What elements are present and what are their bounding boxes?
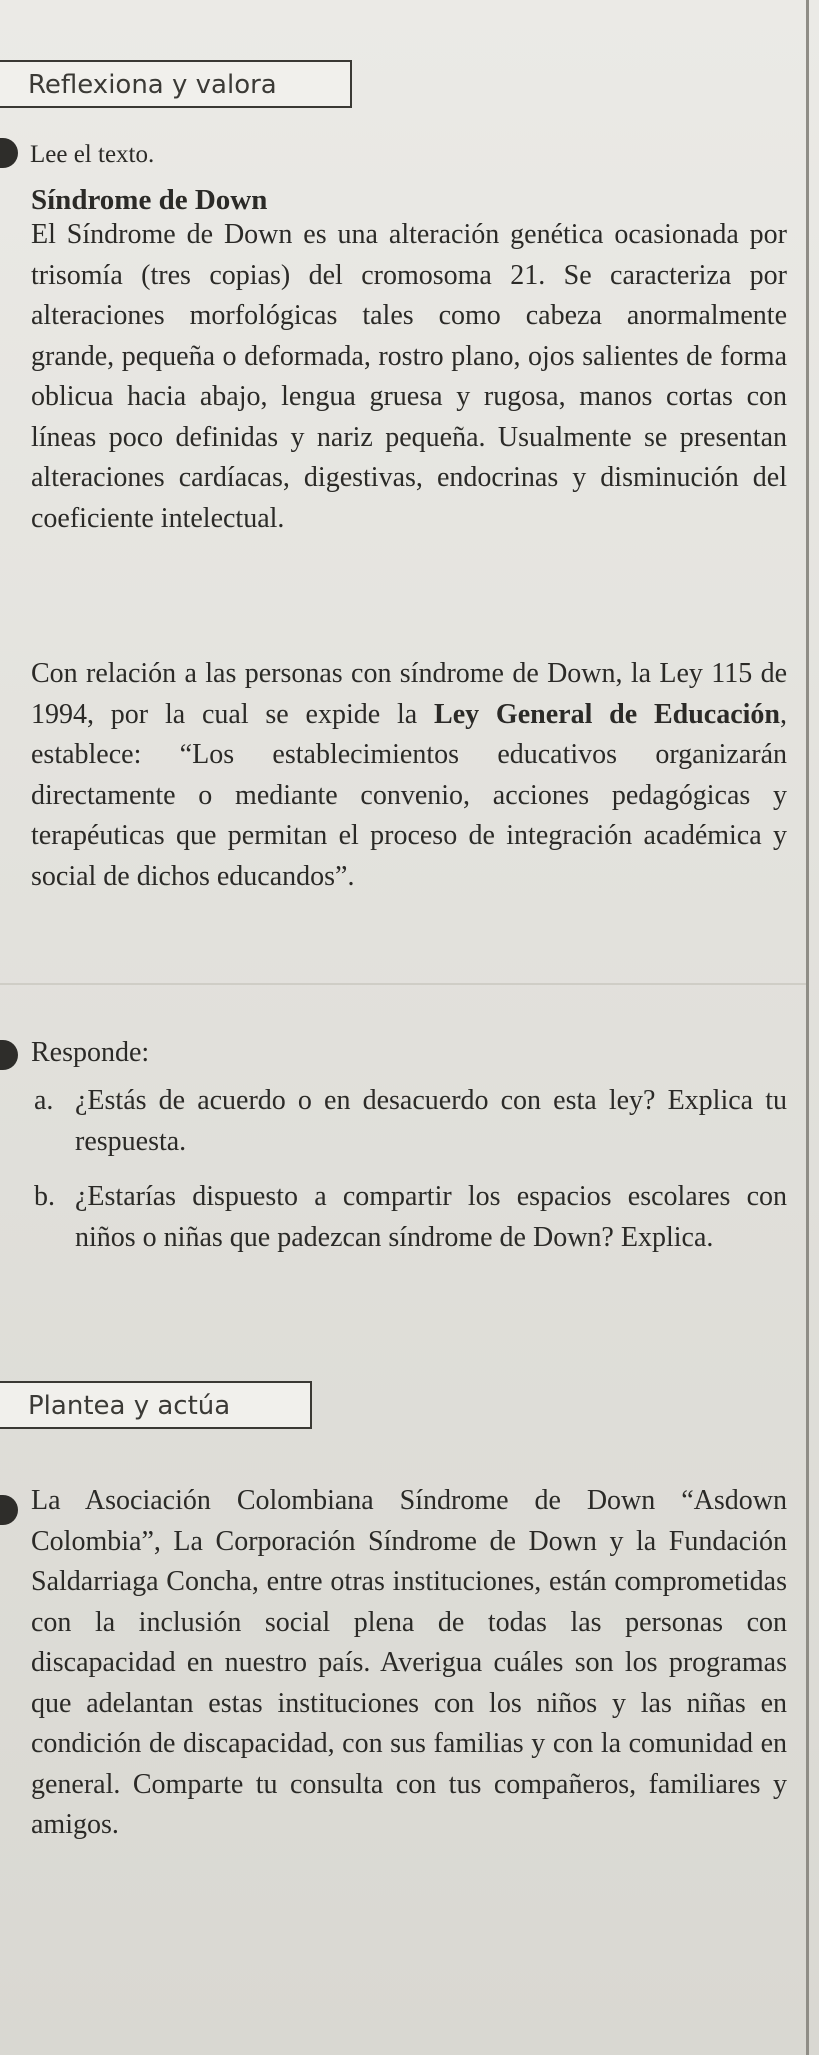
paragraph-2-text-start: Con relación a las personas con síndrome de Down, la Ley 115 de 1994, por la cual se expide la bbox=[31, 658, 787, 730]
question-b: ¿Estarías dispuesto a compartir los espacios escolares con niños o niñas que padezcan síndrome de Down? Explica. bbox=[75, 1181, 787, 1253]
question-a: ¿Estás de acuerdo o en desacuerdo con esta ley? Explica tu respuesta. bbox=[75, 1085, 787, 1157]
plantea-paragraph: La Asociación Colombiana Síndrome de Down “Asdown Colombia”, La Corporación Síndrome de Down y la Fundación Saldarriaga Concha, entre otras instituciones, están comprometidas con la inclusión social plena de todas las personas con discapacidad en nuestro país. Averigua cuáles son los programas que adelantan estas instituciones con los niños y las niñas en condición de discapacidad, con sus familias y con la comunidad en general. Comparte tu consulta con tus compañeros, familiares y amigos. bbox=[31, 1485, 787, 1840]
question-b-letter: b. bbox=[34, 1181, 55, 1212]
section-tag-label: Reflexiona y valora bbox=[28, 70, 277, 100]
section-divider bbox=[0, 983, 806, 985]
article-paragraph-2 bbox=[31, 654, 787, 897]
activity-marker-icon bbox=[0, 1495, 18, 1525]
instruction-text: Lee el texto. bbox=[30, 141, 155, 168]
activity-marker-icon bbox=[0, 1040, 18, 1070]
activity-marker-icon bbox=[0, 138, 18, 168]
paragraph-2-text-end: , establece: “Los establecimientos educativos organizarán directamente o mediante convenio, acciones pedagógicas y terapéuticas que permitan el proceso de integración académica y social de dichos educandos”. bbox=[31, 698, 787, 892]
section-tag-plantea bbox=[0, 1381, 312, 1429]
article-paragraph-1: El Síndrome de Down es una alteración genética ocasionada por trisomía (tres copias) del cromosoma 21. Se caracteriza por alteraciones morfológicas tales como cabeza anormalmente grande, pequeña o deformada, rostro plano, ojos salientes de forma oblicua hacia abajo, lengua gruesa y rugosa, manos cortas con líneas poco definidas y nariz pequeña. Usualmente se presentan alteraciones cardíacas, digestivas, endocrinas y disminución del coeficiente intelectual. bbox=[31, 219, 787, 534]
article-title: Síndrome de Down bbox=[31, 184, 268, 216]
section-tag-reflexiona bbox=[0, 60, 352, 108]
responde-label: Responde: bbox=[31, 1037, 150, 1068]
law-name-bold: Ley General de Educación bbox=[434, 698, 780, 730]
question-a-letter: a. bbox=[34, 1085, 54, 1116]
page-edge-rule bbox=[806, 0, 809, 2055]
section-tag-label: Plantea y actúa bbox=[28, 1391, 231, 1421]
